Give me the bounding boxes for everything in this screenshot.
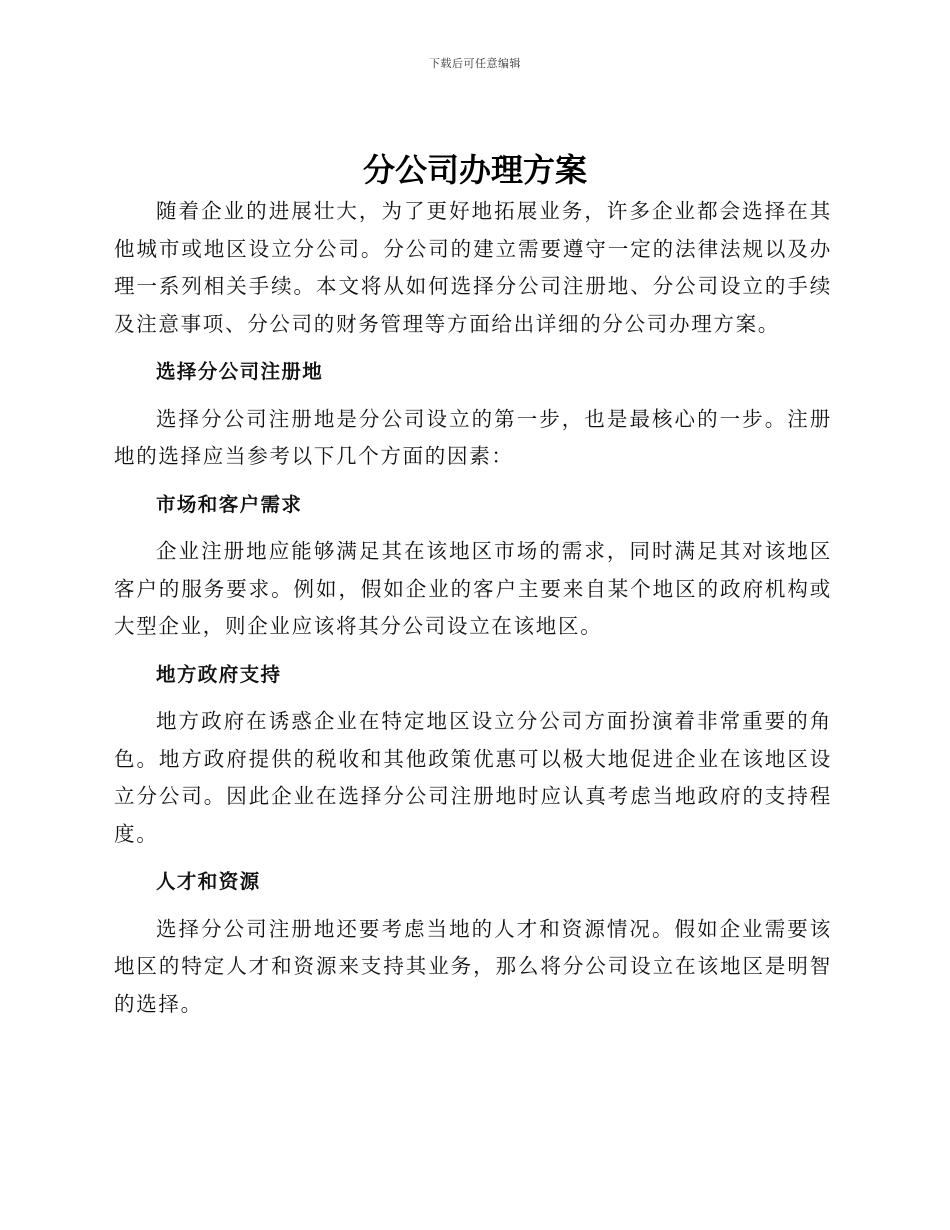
intro-paragraph: 随着企业的进展壮大，为了更好地拓展业务，许多企业都会选择在其他城市或地区设立分公司。分公司的建立需要遵守一定的法律法规以及办理一系列相关手续。本文将从如何选择分公司注册地、分公司设立的手续及注意事项、分公司的财务管理等方面给出详细的分公司办理方案。: [114, 199, 832, 336]
document-title: 分公司办理方案: [362, 151, 587, 189]
section-heading-government-support: 地方政府支持: [156, 662, 282, 686]
section-body-market-demand: 企业注册地应能够满足其在该地区市场的需求，同时满足其对该地区客户的服务要求。例如，假如企业的客户主要来自某个地区的政府机构或大型企业，则企业应该将其分公司设立在该地区。: [114, 539, 832, 638]
section-body-talent-resources: 选择分公司注册地还要考虑当地的人才和资源情况。假如企业需要该地区的特定人才和资源来支持其业务，那么将分公司设立在该地区是明智的选择。: [114, 916, 832, 1016]
document-body: [114, 193, 832, 1033]
section-body-government-support: 地方政府在诱惑企业在特定地区设立分公司方面扮演着非常重要的角色。地方政府提供的税收和其他政策优惠可以极大地促进企业在该地区设立分公司。因此企业在选择分公司注册地时应认真考虑当地政府的支持程度。: [114, 709, 832, 846]
section-heading-talent-resources: 人才和资源: [156, 870, 261, 893]
section-heading-registration-location: 选择分公司注册地: [156, 360, 324, 383]
section-heading-market-demand: 市场和客户需求: [156, 492, 303, 516]
section-body-registration-location: 选择分公司注册地是分公司设立的第一步，也是最核心的一步。注册地的选择应当参考以下几个方面的因素：: [114, 406, 832, 468]
header-note: 下载后可任意编辑: [429, 57, 521, 70]
